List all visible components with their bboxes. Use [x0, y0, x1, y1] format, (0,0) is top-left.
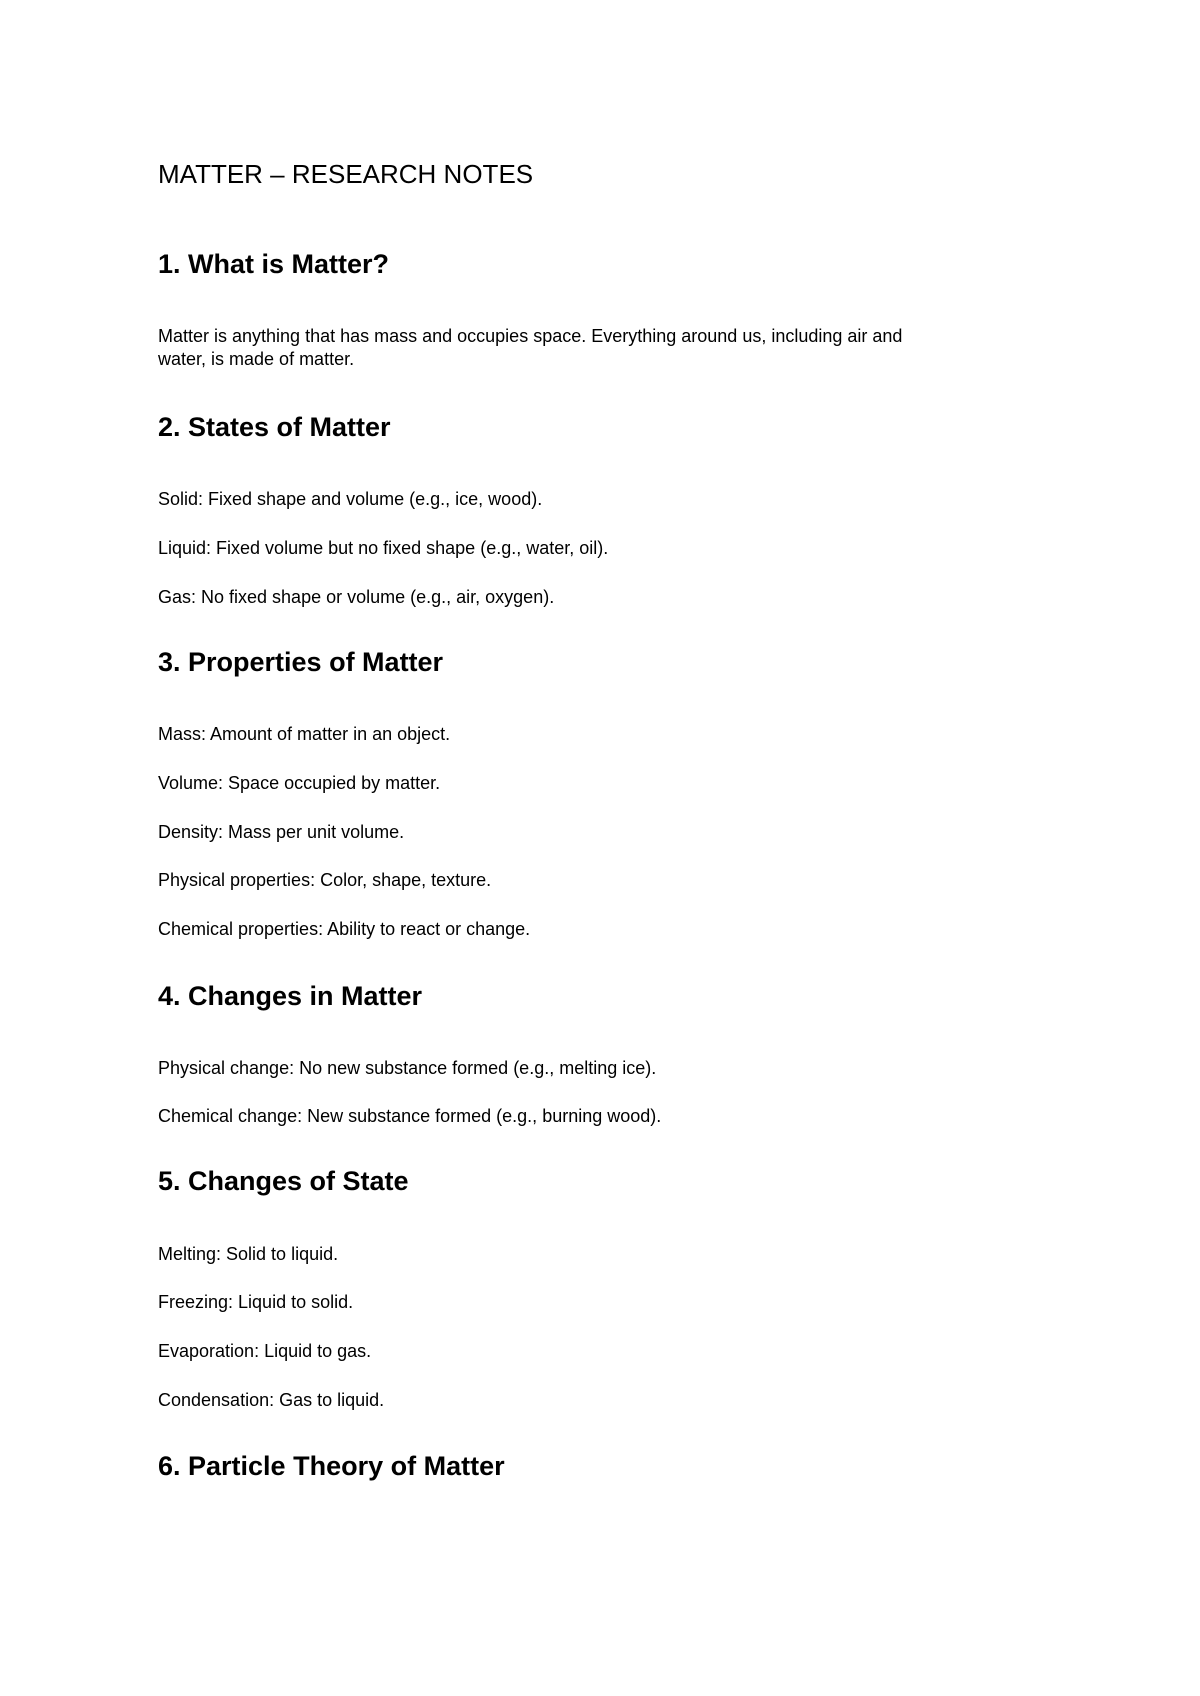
list-item-mass: Mass: Amount of matter in an object.	[158, 724, 451, 744]
section-heading-changes-in-matter: 4. Changes in Matter	[158, 981, 423, 1011]
list-item-melting: Melting: Solid to liquid.	[158, 1244, 339, 1264]
paragraph-line: water, is made of matter.	[158, 349, 355, 369]
list-item-evaporation: Evaporation: Liquid to gas.	[158, 1341, 372, 1361]
list-item-physical-change: Physical change: No new substance formed (e.g., melting ice).	[158, 1058, 657, 1078]
list-item-freezing: Freezing: Liquid to solid.	[158, 1292, 354, 1312]
document-title: MATTER – RESEARCH NOTES	[158, 159, 534, 189]
section-heading-particle-theory: 6. Particle Theory of Matter	[158, 1451, 505, 1481]
list-item-chemical-properties: Chemical properties: Ability to react or change.	[158, 919, 531, 939]
section-heading-states-of-matter: 2. States of Matter	[158, 412, 391, 442]
list-item-density: Density: Mass per unit volume.	[158, 822, 405, 842]
list-item-liquid: Liquid: Fixed volume but no fixed shape (e.g., water, oil).	[158, 538, 609, 558]
section-heading-what-is-matter: 1. What is Matter?	[158, 249, 390, 279]
list-item-chemical-change: Chemical change: New substance formed (e.g., burning wood).	[158, 1106, 662, 1126]
list-item-condensation: Condensation: Gas to liquid.	[158, 1390, 385, 1410]
list-item-physical-properties: Physical properties: Color, shape, texture.	[158, 870, 492, 890]
section-heading-properties-of-matter: 3. Properties of Matter	[158, 647, 444, 677]
paragraph-line: Matter is anything that has mass and occupies space. Everything around us, including air and	[158, 326, 903, 346]
list-item-gas: Gas: No fixed shape or volume (e.g., air, oxygen).	[158, 587, 555, 607]
section-heading-changes-of-state: 5. Changes of State	[158, 1166, 409, 1196]
section-paragraph-what-is-matter	[158, 325, 1028, 371]
list-item-volume: Volume: Space occupied by matter.	[158, 773, 441, 793]
list-item-solid: Solid: Fixed shape and volume (e.g., ice, wood).	[158, 489, 543, 509]
